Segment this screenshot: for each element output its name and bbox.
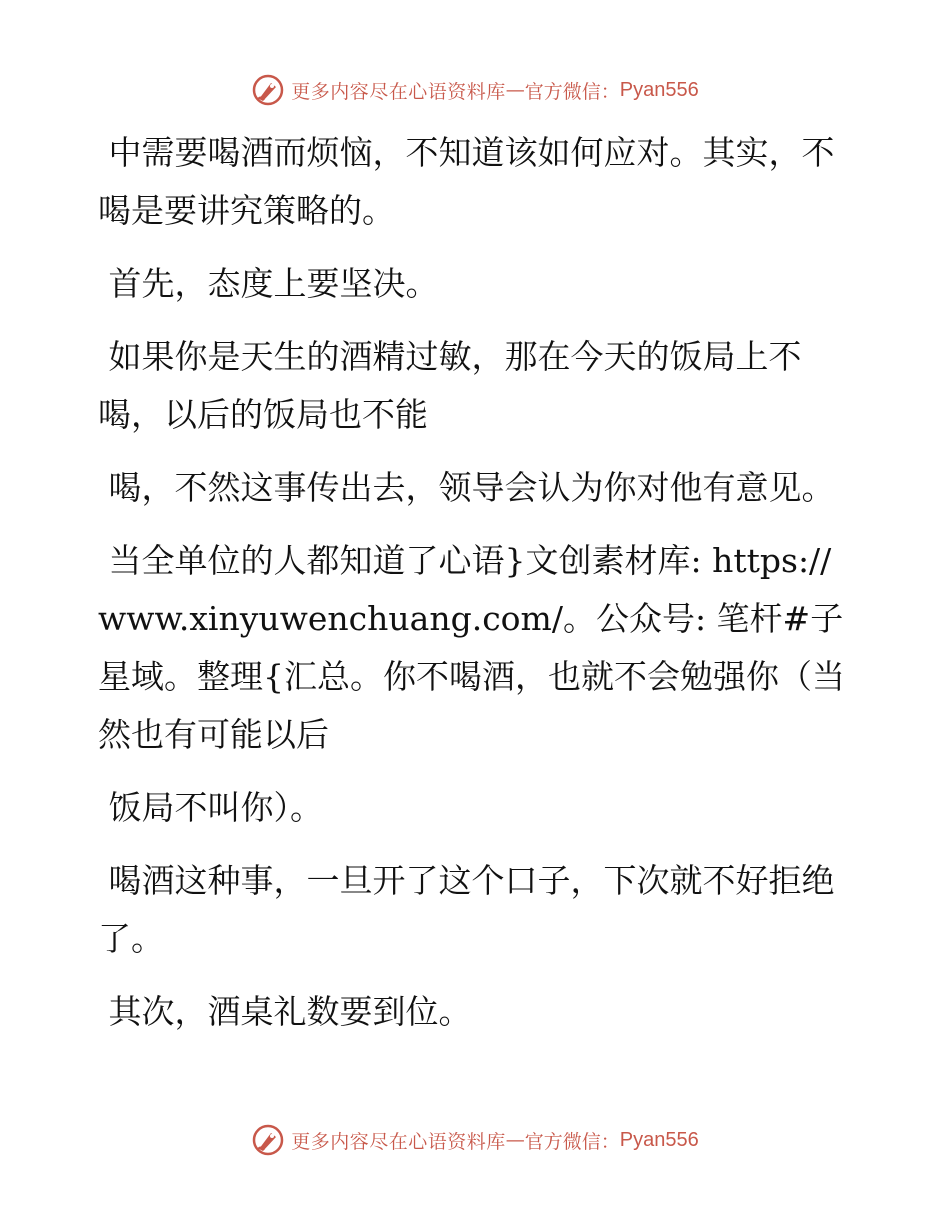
paragraph: 饭局不叫你）。 — [98, 788, 323, 827]
banner-wechat-label: 官方微信： — [524, 80, 620, 103]
paragraph: 中需要喝酒而烦恼，不知道该如何应对。其实，不喝是要讲究策略的。 — [98, 133, 835, 230]
header-banner — [0, 70, 950, 110]
banner-wechat-id: Pyan556 — [619, 1128, 699, 1151]
banner-text: 更多内容尽在心语资料库 — [291, 1130, 506, 1153]
pen-nib-logo-icon — [251, 1123, 285, 1157]
pen-nib-logo-icon — [251, 73, 285, 107]
banner-wechat-label: 官方微信： — [524, 1130, 620, 1153]
document-body — [98, 124, 858, 1056]
paragraph: 其次，酒桌礼数要到位。 — [98, 992, 472, 1031]
paragraph: 如果你是天生的酒精过敏，那在今天的饭局上不喝，以后的饭局也不能 — [98, 337, 802, 434]
banner-text: 更多内容尽在心语资料库 — [291, 80, 506, 103]
banner-dash: — — [505, 79, 525, 101]
banner-dash: — — [505, 1129, 525, 1151]
footer-banner — [0, 1120, 950, 1160]
paragraph: 喝酒这种事，一旦开了这个口子，下次就不好拒绝了。 — [98, 861, 835, 958]
banner-wechat-id: Pyan556 — [619, 78, 699, 101]
paragraph: 首先，态度上要坚决。 — [98, 264, 439, 303]
paragraph: 当全单位的人都知道了心语}文创素材库: https://www.xinyuwenchuang.com/。公众号: 笔杆#子星域。整理{汇总。你不喝酒，也就不会勉强你（当然也有可能以后 — [98, 541, 845, 754]
paragraph: 喝，不然这事传出去，领导会认为你对他有意见。 — [98, 468, 835, 507]
